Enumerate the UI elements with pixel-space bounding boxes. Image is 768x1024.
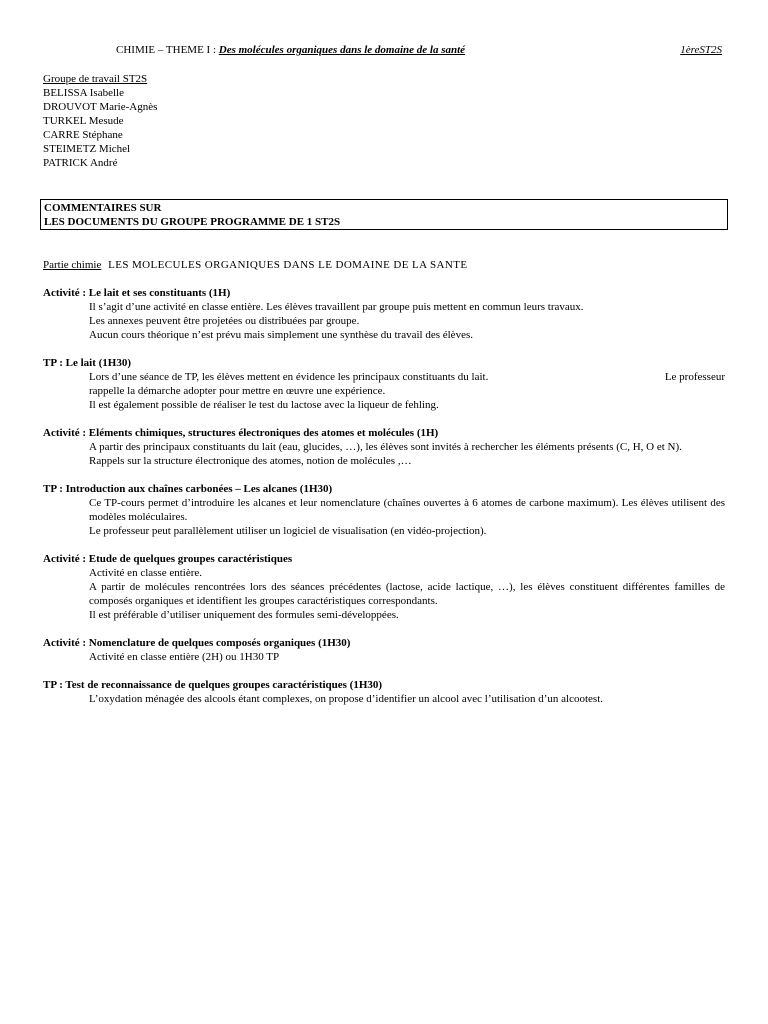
header-subject: CHIMIE – THEME I :	[116, 44, 219, 56]
section-line: Ce TP-cours permet d’introduire les alcanes et leur nomenclature (chaînes ouvertes à 6 atomes de carbone maximum). Les élèves utilisent des modèles moléculaires.	[89, 497, 725, 523]
section-body	[43, 370, 725, 412]
section-line: Rappels sur la structure électronique des atomes, notion de molécules ,…	[89, 455, 412, 467]
section-line: Les annexes peuvent être projetées ou distribuées par groupe.	[89, 315, 360, 327]
section-lait-constituants	[43, 286, 725, 342]
section-body	[43, 566, 725, 622]
group-member: BELISSA Isabelle	[43, 87, 124, 99]
section-line-split	[89, 370, 725, 384]
section-line: Aucun cours théorique n’est prévu mais simplement une synthèse du travail des élèves.	[89, 329, 473, 341]
section-line: Il est préférable d’utiliser uniquement des formules semi-développées.	[89, 609, 399, 621]
document-content	[43, 258, 725, 720]
section-line: Il est également possible de réaliser le test du lactose avec la liqueur de fehling.	[89, 399, 439, 411]
section-groupes-caracteristiques	[43, 552, 725, 622]
group-member: PATRICK André	[43, 157, 118, 169]
section-line-right: Le professeur	[664, 371, 725, 383]
document-header	[116, 43, 722, 57]
header-level: 1èreST2S	[680, 44, 722, 56]
section-line: Activité en classe entière (2H) ou 1H30 TP	[89, 651, 280, 663]
section-tp-alcanes	[43, 482, 725, 538]
section-heading: TP : Le lait (1H30)	[43, 357, 131, 369]
part-heading: LES MOLECULES ORGANIQUES DANS LE DOMAINE DE LA SANTE	[108, 259, 468, 271]
section-body	[43, 496, 725, 538]
header-theme: Des molécules organiques dans le domaine de la santé	[218, 44, 466, 56]
section-body	[43, 440, 725, 468]
section-heading: Activité : Nomenclature de quelques composés organiques (1H30)	[43, 637, 351, 649]
working-group-label: Groupe de travail ST2S	[43, 73, 148, 85]
section-body	[43, 300, 725, 342]
part-label: Partie chimie	[43, 259, 102, 271]
section-line: Le professeur peut parallèlement utiliser un logiciel de visualisation (en vidéo-projection).	[89, 525, 487, 537]
part-title	[43, 258, 725, 272]
section-line: A partir de molécules rencontrées lors des séances précédentes (lactose, acide lactique, …), les élèves constituent différentes familles de composés organiques et identifient les groupes caractéristiques correspondants.	[89, 581, 725, 607]
group-member: CARRE Stéphane	[43, 129, 123, 141]
working-group	[43, 72, 157, 170]
section-line: L’oxydation ménagée des alcools étant complexes, on propose d’identifier un alcool avec l’utilisation d’un alcootest.	[89, 693, 603, 705]
section-heading: TP : Introduction aux chaînes carbonées – Les alcanes (1H30)	[43, 483, 333, 495]
section-nomenclature	[43, 636, 725, 664]
section-line: Il s’agit d’une activité en classe entière. Les élèves travaillent par groupe puis mettent en commun leurs travaux.	[89, 301, 584, 313]
section-body	[43, 650, 725, 664]
group-member: TURKEL Mesude	[43, 115, 124, 127]
section-tp-reconnaissance	[43, 678, 725, 706]
section-line-left: Lors d’une séance de TP, les élèves mettent en évidence les principaux constituants du lait.	[89, 371, 489, 383]
section-heading: Activité : Eléments chimiques, structures électroniques des atomes et molécules (1H)	[43, 427, 439, 439]
section-elements-chimiques	[43, 426, 725, 468]
comment-title-line-2: LES DOCUMENTS DU GROUPE PROGRAMME DE 1 ST2S	[44, 216, 341, 228]
comment-title-line-1: COMMENTAIRES SUR	[44, 202, 162, 214]
section-body	[43, 692, 725, 706]
section-heading: TP : Test de reconnaissance de quelques groupes caractéristiques (1H30)	[43, 679, 383, 691]
section-line: A partir des principaux constituants du lait (eau, glucides, …), les élèves sont invités à rechercher les éléments présents (C, H, O et N).	[89, 441, 682, 453]
section-tp-lait	[43, 356, 725, 412]
section-line: Activité en classe entière.	[89, 567, 203, 579]
section-heading: Activité : Etude de quelques groupes caractéristiques	[43, 553, 293, 565]
section-line: rappelle la démarche adopter pour mettre en œuvre une expérience.	[89, 385, 386, 397]
section-heading: Activité : Le lait et ses constituants (1H)	[43, 287, 231, 299]
comment-title-box	[40, 199, 728, 230]
group-member: STEIMETZ Michel	[43, 143, 131, 155]
group-member: DROUVOT Marie-Agnès	[43, 101, 158, 113]
